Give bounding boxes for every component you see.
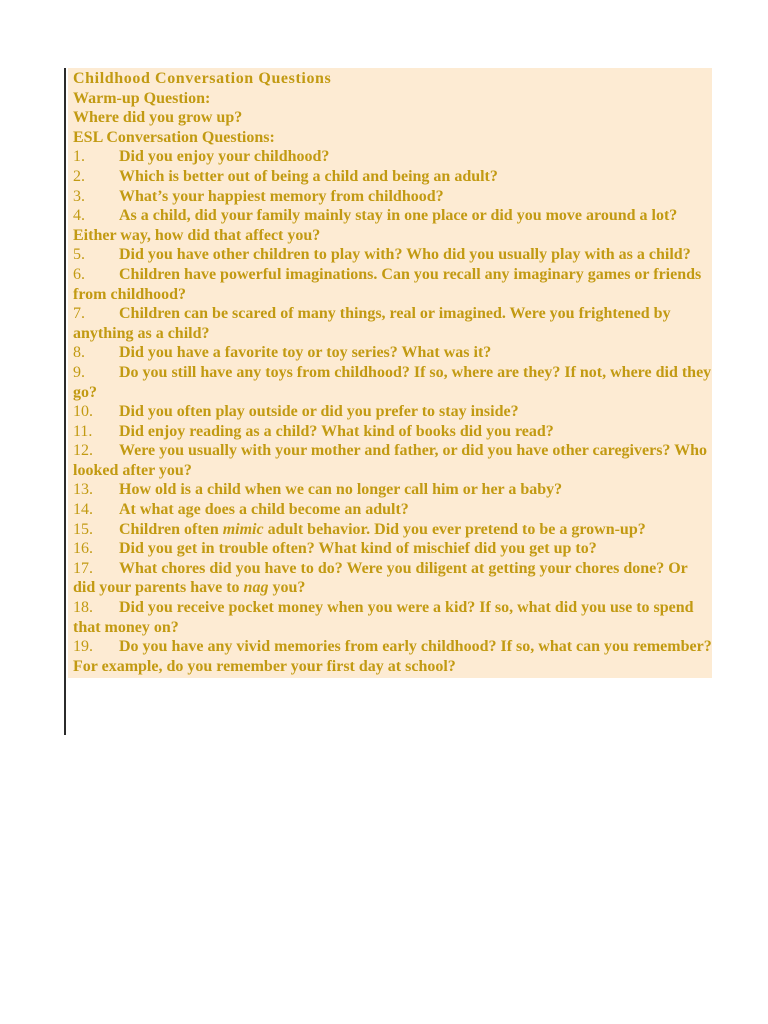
question-number: 6. [73, 265, 85, 283]
question-text: Did you have other children to play with? Who did you usually play with as a child? [119, 246, 691, 264]
question-text: How old is a child when we can no longer call him or her a baby? [119, 481, 563, 499]
question-text: Did you receive pocket money when you were a kid? If so, what did you use to spend that money on? [73, 599, 694, 636]
question-item [73, 206, 712, 245]
question-number: 4. [73, 207, 85, 225]
question-number: 2. [73, 167, 85, 185]
question-number: 8. [73, 344, 85, 362]
question-number: 13. [73, 481, 93, 499]
question-text: At what age does a child become an adult? [119, 501, 409, 519]
emphasized-word: nag [243, 579, 269, 597]
question-item [73, 343, 712, 363]
question-number: 10. [73, 403, 93, 421]
question-item [73, 363, 712, 402]
question-item [73, 441, 712, 480]
question-text: Did you have a favorite toy or toy series? What was it? [119, 344, 492, 362]
question-number: 3. [73, 187, 85, 205]
question-number: 12. [73, 442, 93, 460]
question-text: As a child, did your family mainly stay in one place or did you move around a lot? Either way, how did that affect you? [73, 207, 678, 244]
question-text: What’s your happiest memory from childhood? [119, 187, 444, 205]
question-number: 7. [73, 305, 85, 323]
question-text: Children often [119, 520, 223, 538]
question-item [73, 187, 712, 207]
question-item [73, 480, 712, 500]
question-text: Do you still have any toys from childhood? If so, where are they? If not, where did they go? [73, 363, 712, 401]
warmup-question: Where did you grow up? [73, 109, 243, 127]
question-text: adult behavior. Did you ever pretend to be a grown-up? [263, 520, 646, 538]
emphasized-word: mimic [222, 520, 264, 538]
question-text: you? [268, 579, 306, 597]
question-item [73, 539, 712, 559]
question-number: 19. [73, 638, 93, 656]
question-item [73, 304, 712, 343]
question-number: 16. [73, 540, 93, 558]
question-item [73, 245, 712, 265]
question-text: Do you have any vivid memories from early childhood? If so, what can you remember? For example, do you remember your first day at school? [73, 638, 712, 675]
question-number: 9. [73, 363, 85, 381]
question-item [73, 422, 712, 442]
question-text: Children have powerful imaginations. Can you recall any imaginary games or friends from childhood? [73, 265, 702, 303]
question-item [73, 500, 712, 520]
question-item [73, 598, 712, 637]
question-number: 1. [73, 148, 85, 166]
question-text: Children can be scared of many things, real or imagined. Were you frightened by anything as a child? [73, 305, 671, 342]
question-number: 14. [73, 501, 93, 519]
question-text: Did enjoy reading as a child? What kind of books did you read? [119, 422, 554, 440]
question-item [73, 637, 712, 676]
question-block [68, 68, 712, 678]
questions-heading: ESL Conversation Questions: [73, 128, 275, 146]
question-number: 5. [73, 246, 85, 264]
question-text: Did you often play outside or did you prefer to stay inside? [119, 403, 519, 421]
question-text: Did you get in trouble often? What kind of mischief did you get up to? [119, 540, 597, 558]
question-item [73, 265, 712, 304]
document-title: Childhood Conversation Questions [73, 70, 332, 87]
warmup-heading: Warm-up Question: [73, 89, 211, 107]
question-item [73, 147, 712, 167]
question-text: Did you enjoy your childhood? [119, 148, 330, 166]
question-item [73, 402, 712, 422]
question-text: Were you usually with your mother and father, or did you have other caregivers? Who looked after you? [73, 442, 708, 479]
question-number: 17. [73, 559, 93, 577]
question-item [73, 559, 712, 598]
question-number: 18. [73, 599, 93, 617]
question-number: 11. [73, 422, 93, 440]
question-text: What chores did you have to do? Were you diligent at getting your chores done? Or did your parents have to [73, 559, 688, 597]
question-number: 15. [73, 520, 93, 538]
question-text: Which is better out of being a child and being an adult? [119, 167, 498, 185]
margin-bar [64, 68, 66, 735]
question-item [73, 167, 712, 187]
question-item [73, 520, 712, 540]
